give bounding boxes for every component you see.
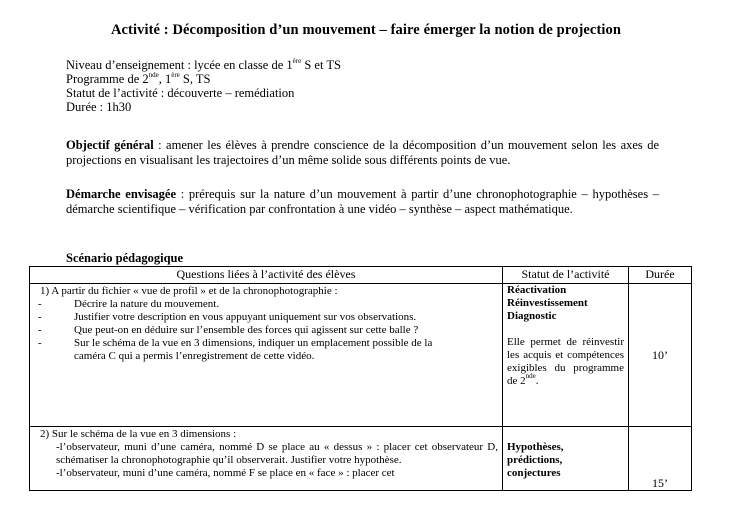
list-item: - Justifier votre description en vous appuyant uniquement sur vos observations. — [34, 311, 498, 324]
row2-paragraph: -l’observateur, muni d’une caméra, nommé F se place en « face » : placer cet — [56, 467, 395, 479]
statut-tag: Réactivation — [507, 284, 567, 296]
objectif-label: Objectif général — [66, 138, 154, 152]
table-row — [30, 284, 692, 427]
list-item: - Décrire la nature du mouvement. — [34, 298, 498, 311]
row1-head: 1) A partir du fichier « vue de profil » et de la chronophotographie : — [40, 285, 338, 297]
statut-tag: prédictions, — [507, 454, 563, 466]
row2-duree: 15’ — [629, 427, 692, 491]
statut-tag: Diagnostic — [507, 310, 557, 322]
row1-duree: 10’ — [629, 284, 692, 427]
scenario-heading: Scénario pédagogique — [66, 251, 184, 265]
activity-meta — [66, 58, 341, 114]
demarche-label: Démarche envisagée — [66, 187, 176, 201]
table-header-row — [30, 267, 692, 284]
list-item: - Sur le schéma de la vue en 3 dimensions, indiquer un emplacement possible de la — [34, 337, 498, 350]
meta-duree: Durée : 1h30 — [66, 100, 132, 114]
scenario-table — [29, 266, 692, 491]
header-statut: Statut de l’activité — [503, 267, 629, 284]
row2-questions — [30, 427, 503, 491]
header-duree: Durée — [629, 267, 692, 284]
meta-programme: Programme de 2nde, 1ère S, TS — [66, 71, 211, 86]
objectif-paragraph: Objectif général : amener les élèves à prendre conscience de la décomposition d’un mouvement selon les axes de projections en visualisant les trajectoires d’un même solide sous différents points de vue. — [66, 138, 660, 167]
row1-statut — [503, 284, 629, 427]
row2-paragraph: -l’observateur, muni d’une caméra, nommé D se place au « dessus » : placer cet observateur D, schématiser la chronophotographie qu’il observerait. Justifier votre hypothèse. — [56, 441, 498, 466]
header-questions: Questions liées à l’activité des élèves — [30, 267, 503, 284]
row1-questions — [30, 284, 503, 427]
demarche-paragraph: Démarche envisagée : prérequis sur la nature d’un mouvement à partir d’une chronophotographie – hypothèses – démarche scientifique – vérification par confrontation à une vidéo – synthèse – aspect mathématique. — [66, 187, 660, 216]
row2-statut — [503, 427, 629, 491]
meta-statut: Statut de l’activité : découverte – remédiation — [66, 86, 295, 100]
list-item: - Que peut-on en déduire sur l’ensemble des forces qui agissent sur cette balle ? — [34, 324, 498, 337]
statut-tag: Hypothèses, — [507, 441, 564, 453]
statut-description: Elle permet de réinvestir les acquis et compétences exigibles du programme de 2nde. — [507, 336, 624, 387]
statut-tag: Réinvestissement — [507, 297, 588, 309]
document-title: Activité : Décomposition d’un mouvement – faire émerger la notion de projection — [110, 22, 622, 38]
meta-niveau: Niveau d’enseignement : lycée en classe de 1ère S et TS — [66, 57, 341, 72]
list-item-continuation: caméra C qui a permis l’enregistrement de cette vidéo. — [74, 350, 315, 362]
table-row — [30, 427, 692, 491]
statut-tag: conjectures — [507, 467, 561, 479]
row2-head: 2) Sur le schéma de la vue en 3 dimensions : — [40, 428, 237, 440]
